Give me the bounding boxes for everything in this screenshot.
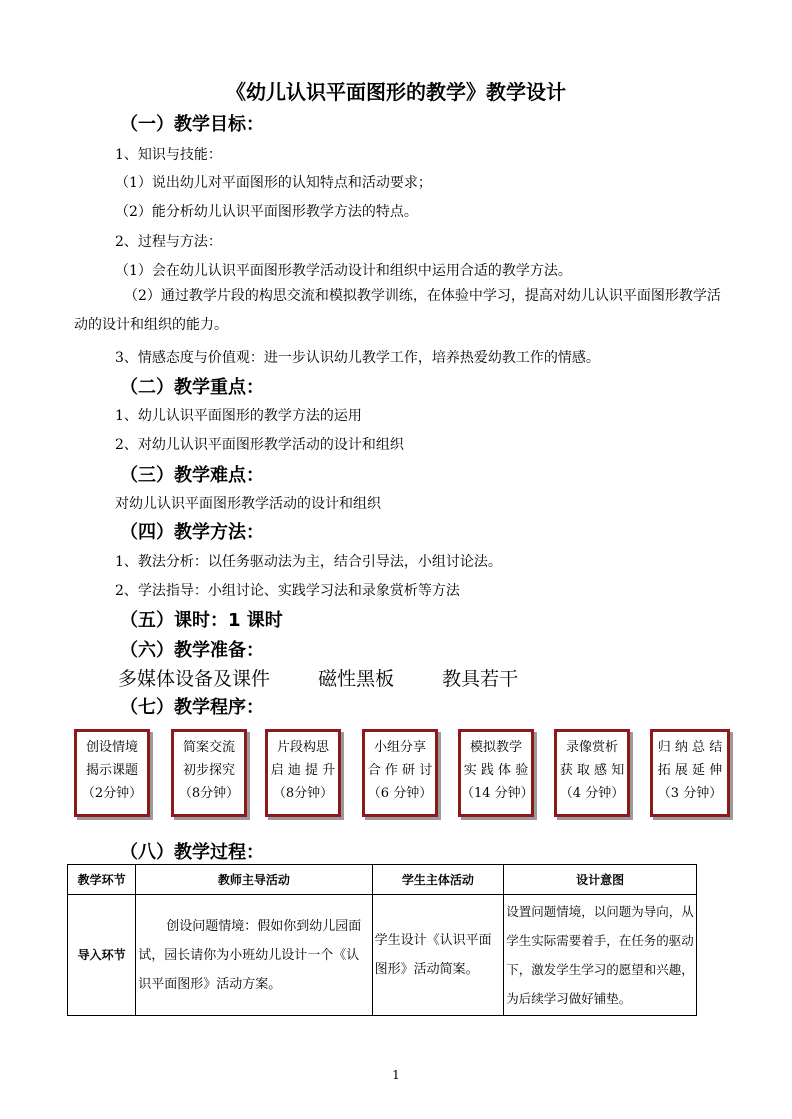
material-item: 教具若干 [442, 668, 519, 690]
objective-process-2: （2）通过教学片段的构思交流和模拟教学训练，在体验中学习，提高对幼儿认识平面图形教学活动的设计和组织的能力。 [74, 288, 721, 333]
objective-process-1: （1）会在幼儿认识平面图形教学活动设计和组织中运用合适的教学方法。 [115, 263, 572, 279]
procedure-step: 简案交流 初步探究 （8分钟） [171, 729, 247, 817]
teacher-activity-cell: 创设问题情境：假如你到幼儿园面试，园长请你为小班幼儿设计一个《认识平面图形》活动方案。 [136, 895, 372, 1016]
procedure-step: 录像赏析 获 取 感 知 （4 分钟） [554, 729, 630, 817]
objective-knowledge-title: 1、知识与技能： [115, 147, 222, 163]
method-1: 1、教法分析：以任务驱动法为主，结合引导法，小组讨论法。 [115, 554, 502, 570]
procedure-step: 模拟教学 实 践 体 验 （14 分钟） [458, 729, 534, 817]
method-2: 2、学法指导：小组讨论、实践学习法和录象赏析等方法 [115, 583, 460, 599]
column-header: 学生主体活动 [372, 865, 504, 895]
procedure-step: 小组分享 合 作 研 讨 （6 分钟） [362, 729, 438, 817]
objective-knowledge-2: （2）能分析幼儿认识平面图形教学方法的特点。 [115, 204, 418, 220]
material-item: 多媒体设备及课件 [118, 668, 271, 690]
key-point-1: 1、幼儿认识平面图形的教学方法的运用 [115, 408, 362, 424]
heading-key-points: （二）教学重点： [120, 377, 264, 398]
heading-procedure: （七）教学程序： [120, 697, 264, 718]
heading-preparation: （六）教学准备： [120, 640, 264, 661]
procedure-step: 创设情境 揭示课题 （2分钟） [74, 729, 150, 817]
material-item: 磁性黑板 [318, 668, 395, 690]
design-intent-cell: 设置问题情境，以问题为导向，从学生实际需要着手，在任务的驱动下，激发学生学习的愿望和兴趣，为后续学习做好铺垫。 [504, 895, 697, 1016]
column-header: 教师主导活动 [136, 865, 372, 895]
table-header-row [68, 865, 697, 895]
teaching-process-table [67, 864, 697, 1016]
heading-difficulty: （三）教学难点： [120, 465, 264, 486]
procedure-step: 片段构思 启 迪 提 升 （8分钟） [265, 729, 341, 817]
procedure-flow [72, 729, 742, 819]
heading-class-hours: （五）课时：1 课时 [120, 610, 283, 631]
page-number: 1 [392, 1068, 400, 1082]
materials-list [118, 664, 560, 691]
objective-knowledge-1: （1）说出幼儿对平面图形的认知特点和活动要求； [115, 175, 432, 191]
student-activity-cell: 学生设计《认识平面图形》活动简案。 [372, 895, 504, 1016]
column-header: 教学环节 [68, 865, 136, 895]
heading-objectives: （一）教学目标： [120, 114, 264, 135]
key-point-2: 2、对幼儿认识平面图形教学活动的设计和组织 [115, 437, 404, 453]
column-header: 设计意图 [504, 865, 697, 895]
document-title: 《幼儿认识平面图形的教学》教学设计 [226, 80, 566, 104]
objective-process-title: 2、过程与方法： [115, 234, 222, 250]
procedure-step: 归 纳 总 结 拓 展 延 伸 （3 分钟） [650, 729, 730, 817]
heading-methods: （四）教学方法： [120, 522, 264, 543]
difficulty-text: 对幼儿认识平面图形教学活动的设计和组织 [115, 496, 381, 512]
table-row [68, 895, 697, 1016]
heading-process: （八）教学过程： [120, 842, 264, 863]
stage-cell: 导入环节 [68, 895, 136, 1016]
objective-attitude: 3、情感态度与价值观：进一步认识幼儿教学工作，培养热爱幼教工作的情感。 [115, 350, 600, 366]
